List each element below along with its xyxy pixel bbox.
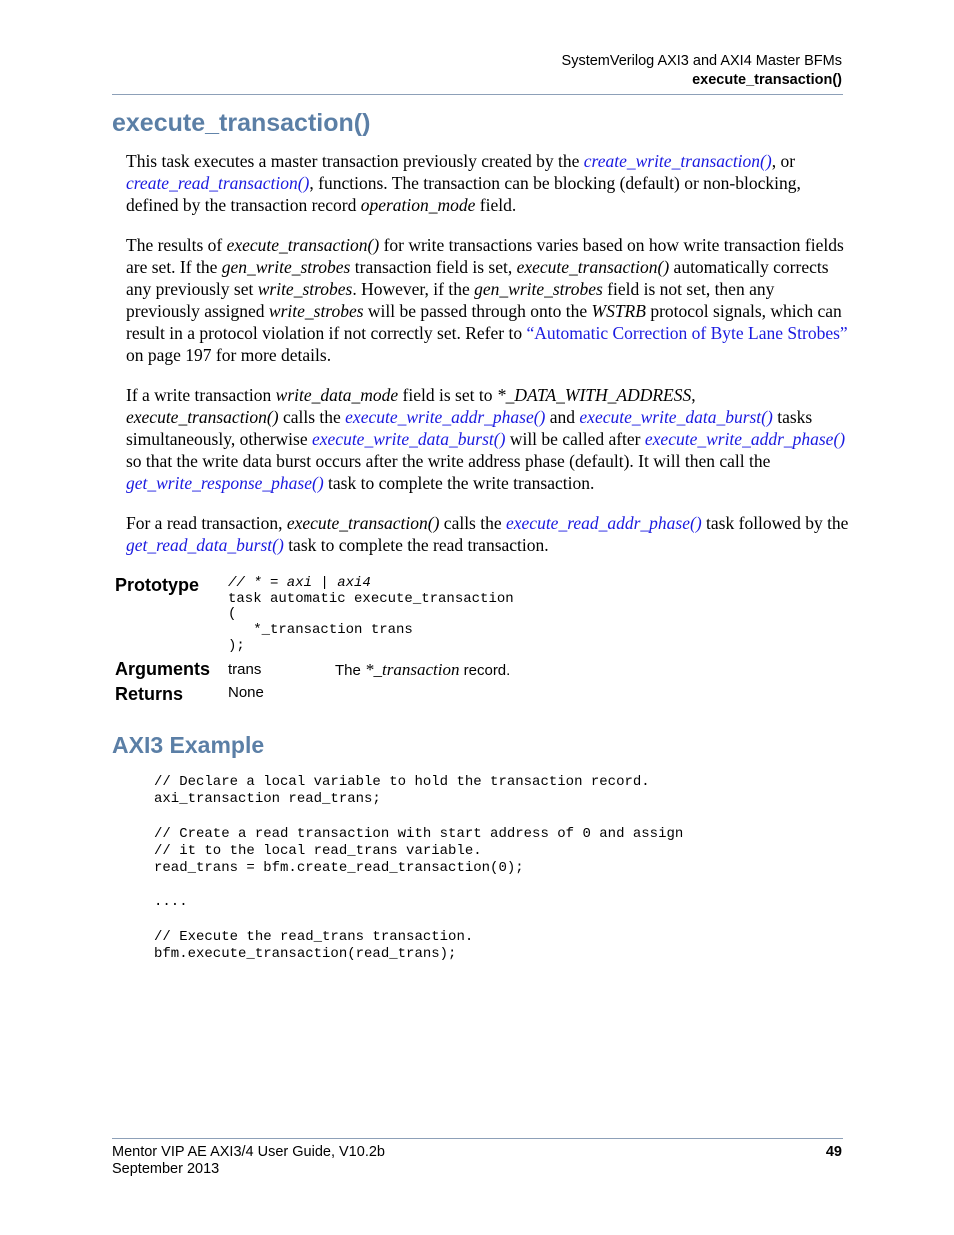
footer-info (112, 1144, 385, 1178)
text: on page 197 for more details. (126, 345, 332, 365)
running-header (562, 52, 842, 90)
term: execute_transaction() (226, 235, 380, 255)
link-execute-write-addr-phase[interactable]: execute_write_addr_phase() (644, 429, 846, 449)
text: task to complete the write transaction. (323, 473, 595, 493)
term: execute_transaction() (516, 257, 670, 277)
text: protocol signals, which can result in a protocol violation if not correctly set. Refer to (126, 301, 842, 343)
header-section: execute_transaction() (692, 72, 842, 88)
text: automatically corrects any previously set (126, 257, 829, 299)
text: field is not set, then any previously assigned (126, 279, 775, 321)
write-strobes-paragraph (126, 234, 851, 366)
text: . However, if the (352, 279, 475, 299)
term: gen_write_strobes (474, 279, 603, 299)
link-execute-read-addr-phase[interactable]: execute_read_addr_phase() (506, 513, 702, 533)
term: *_transaction (365, 660, 460, 679)
text: field is set to (398, 385, 497, 405)
term: execute_transaction() (126, 407, 279, 427)
write-data-mode-paragraph (126, 384, 851, 494)
argument-name: trans (228, 661, 262, 678)
field-name: operation_mode (360, 195, 476, 215)
text: transaction field is set, (350, 257, 517, 277)
intro-paragraph (126, 150, 851, 216)
prototype-body: task automatic execute_transaction ( *_transaction trans ); (228, 590, 514, 654)
link-automatic-correction-byte-lane-strobes[interactable]: “Automatic Correction of Byte Lane Strobes” (526, 323, 848, 343)
term: WSTRB (591, 301, 646, 321)
text: and (545, 407, 580, 427)
prototype-comment: // * = axi | axi4 (228, 575, 371, 591)
text: , or (771, 151, 796, 171)
text: calls the (439, 513, 506, 533)
text: , functions. The transaction can be blocking (default) or non-blocking, defined by the transaction record (126, 173, 801, 215)
header-chapter: SystemVerilog AXI3 and AXI4 Master BFMs (561, 53, 842, 69)
footer-date: September 2013 (112, 1161, 220, 1177)
text: For a read transaction, (126, 513, 287, 533)
text: record. (459, 662, 511, 679)
term: gen_write_strobes (221, 257, 351, 277)
text: will be called after (505, 429, 645, 449)
text: tasks simultaneously, otherwise (126, 407, 813, 449)
arguments-label: Arguments (115, 659, 211, 679)
prototype-label: Prototype (115, 575, 200, 595)
link-execute-write-data-burst[interactable]: execute_write_data_burst() (579, 407, 773, 427)
text: will be passed through onto the (363, 301, 592, 321)
link-get-read-data-burst[interactable]: get_read_data_burst() (126, 535, 284, 555)
prototype-code (228, 576, 514, 655)
term: *_DATA_WITH_ADDRESS (496, 385, 692, 405)
text: so that the write data burst occurs after the write address phase (default). It will then call the (126, 451, 771, 471)
example-section-title: AXI3 Example (112, 732, 265, 758)
link-get-write-response-phase[interactable]: get_write_response_phase() (126, 473, 324, 493)
text: If a write transaction (126, 385, 276, 405)
page-title: execute_transaction() (112, 109, 371, 137)
term: execute_transaction() (286, 513, 440, 533)
link-execute-write-data-burst[interactable]: execute_write_data_burst() (312, 429, 506, 449)
text: The results of (126, 235, 227, 255)
footer-guide-title: Mentor VIP AE AXI3/4 User Guide, V10.2b (112, 1144, 385, 1160)
term: write_data_mode (275, 385, 399, 405)
link-create-write-transaction[interactable]: create_write_transaction() (583, 151, 772, 171)
returns-value: None (228, 684, 264, 701)
text: , (691, 385, 696, 405)
term: write_strobes (257, 279, 353, 299)
read-transaction-paragraph (126, 512, 851, 556)
link-create-read-transaction[interactable]: create_read_transaction() (126, 173, 310, 193)
returns-label: Returns (115, 684, 184, 704)
page-number: 49 (825, 1144, 842, 1160)
text: This task executes a master transaction previously created by the (126, 151, 584, 171)
text: The (335, 662, 366, 679)
text: for write transactions varies based on how write transaction fields are set. If the (126, 235, 844, 277)
header-rule (112, 94, 843, 95)
term: write_strobes (268, 301, 364, 321)
text: calls the (278, 407, 346, 427)
link-execute-write-addr-phase[interactable]: execute_write_addr_phase() (345, 407, 546, 427)
text: field. (475, 195, 517, 215)
example-code-block: // Declare a local variable to hold the transaction record. axi_transaction read_trans; // Create a read transaction with start address of 0 and assign // it to the local read_trans variable. read_trans = bfm.create_read_transaction(0); .... // Execute the read_trans transaction. bfm.execute_transaction(read_trans); (154, 774, 684, 963)
argument-description (335, 660, 510, 680)
footer-rule (112, 1138, 843, 1139)
text: task followed by the (701, 513, 849, 533)
text: task to complete the read transaction. (283, 535, 549, 555)
